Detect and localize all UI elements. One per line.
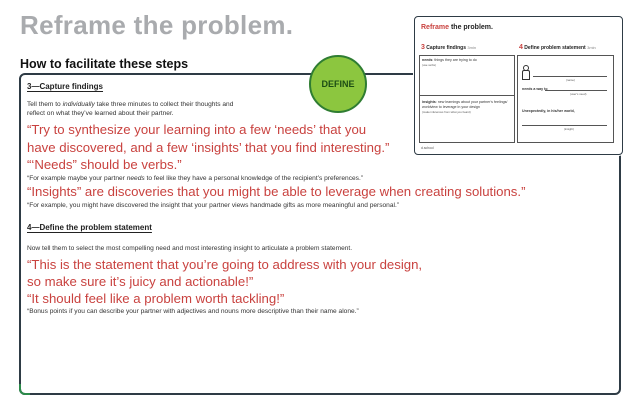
thumbnail-col2-heading: 4 Define problem statement 3min [519,44,596,51]
thumbnail-findings-box [419,55,515,143]
step4-quote-line1: “This is the statement that you’re going to address with your design, [27,257,423,272]
thumbnail-insight-caption: (insight) [564,127,574,131]
step4-bonus-note: “Bonus points if you can describe your partner with adjectives and nouns more descriptive than their name alone.” [27,308,359,315]
thumbnail-col1-heading: 3 Capture findings 3min [421,44,477,51]
step3-needs-example: “For example maybe your partner needs to feel like they have a personal knowledge of the recipient’s preferences.” [27,175,363,182]
thumbnail-insight-line [522,125,607,126]
thumbnail-unexpectedly: Unexpectedly, in his/her world, [522,109,575,113]
thumbnail-divider [419,95,515,96]
step4-instruction: Now tell them to select the most compelling need and most interesting insight to articulate a problem statement. [27,245,353,252]
step3-quote-line1: “Try to synthesize your learning into a few ‘needs’ that you [27,122,367,137]
thumbnail-user-line [533,76,607,77]
step3-quote-insights: “Insights” are discoveries that you might be able to leverage when creating solutions.” [27,184,526,199]
worksheet-thumbnail [414,16,623,155]
page-title: Reframe the problem. [20,10,294,40]
thumbnail-user-caption: (name) [566,78,575,82]
person-body-icon [522,70,530,80]
section-subtitle: How to facilitate these steps [20,57,189,71]
thumbnail-needs-way: needs a way to [522,87,548,91]
thumbnail-needs-label: needs: things they are trying to do [422,58,477,62]
thumbnail-insights-label-line2: worldview to leverage in your design [422,105,480,109]
define-badge: DEFINE [309,55,367,113]
step3-instruction-line1: Tell them to individually take three minutes to collect their thoughts and [27,101,234,108]
panel-corner-accent [19,384,30,395]
step4-quote-line2: so make sure it’s juicy and actionable!” [27,274,254,289]
thumbnail-need-line [545,90,607,91]
thumbnail-title: Reframe the problem. [421,24,493,31]
thumbnail-footer-logo: d.school [421,146,434,150]
step3-heading: 3—Capture findings [27,82,104,91]
thumbnail-needs-caption: (use verbs) [422,63,436,67]
thumbnail-insights-label: insights: new learnings about your partner’s feelings/ [422,100,508,104]
step3-quote-line2: have discovered, and a few ‘insights’ that you find interesting.” [27,140,390,155]
step3-instruction-line2: reflect on what they’ve learned about their partner. [27,110,174,117]
thumbnail-insights-caption: (make inferences from what you heard) [422,110,471,114]
step4-quote-line3: “It should feel like a problem worth tackling!” [27,291,285,306]
step3-insights-example: “For example, you might have discovered the insight that your partner views handmade gifts as more meaningful and personal.” [27,202,400,209]
thumbnail-need-caption: (user’s need) [570,92,587,96]
step3-quote-needs-verbs: “‘Needs” should be verbs.” [27,157,182,172]
step4-heading: 4—Define the problem statement [27,223,152,232]
